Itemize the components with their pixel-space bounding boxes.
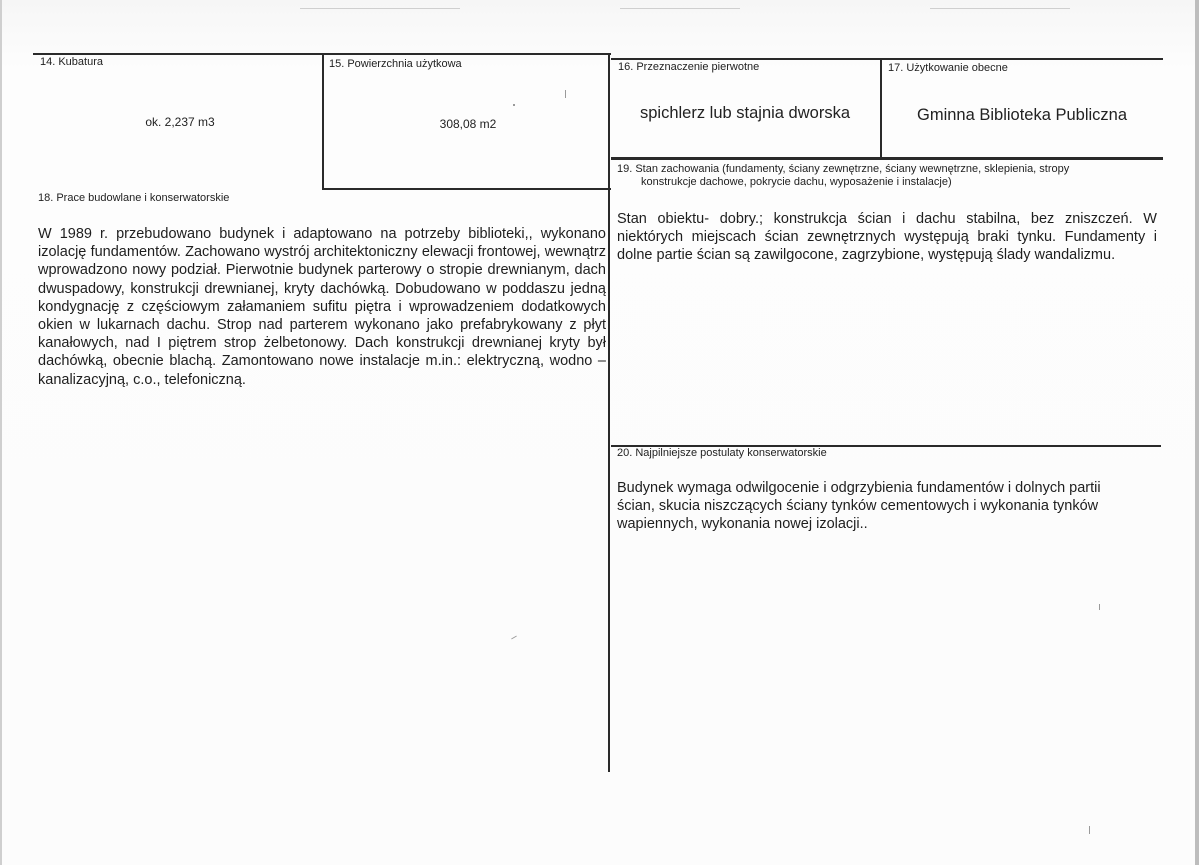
scan-speck (513, 104, 515, 106)
field-17-label: 17. Użytkowanie obecne (888, 62, 1008, 74)
divider-16-17 (880, 58, 882, 158)
center-divider (608, 53, 610, 772)
paper-edge-right (1195, 0, 1199, 865)
scan-smudge (930, 8, 1070, 9)
field-20-text: Budynek wymaga odwilgocenie i odgrzybienia fundamentów i dolnych partii ścian, skucia niszczących ściany tynków cementowych i wykonania tynków wapiennych, wykonania nowej izolacji.. (617, 480, 1101, 533)
field-14-value: ok. 2,237 m3 (145, 115, 215, 129)
field-16-value: spichlerz lub stajnia dworska (639, 104, 850, 122)
field-18-label: 18. Prace budowlane i konserwatorskie (38, 192, 230, 204)
paper-edge-left (0, 0, 2, 865)
field-19-label (617, 163, 1157, 189)
field-17-value: Gminna Biblioteka Publiczna (916, 106, 1128, 124)
scan-speck (1099, 604, 1100, 610)
field-19-label-line2: konstrukcje dachowe, pokrycie dachu, wyposażenie i instalacje) (641, 176, 952, 188)
field-19-label-line1: 19. Stan zachowania (fundamenty, ściany zewnętrzne, ściany wewnętrzne, sklepienia, stropy (617, 163, 1070, 175)
rule-under-16-17 (611, 157, 1163, 160)
field-20-label: 20. Najpilniejsze postulaty konserwatorskie (617, 447, 827, 459)
field-19-text: Stan obiektu- dobry.; konstrukcja ścian i dachu stabilna, bez zniszczeń. W niektórych miejscach ścian zewnętrznych występują braki tynku. Fundamenty i dolne partie ścian są zawilgocone, zagrzybione, występują ślady wandalizmu. (617, 211, 1157, 264)
rule-top-right (611, 58, 1163, 60)
rule-under-15 (322, 188, 611, 190)
scan-speck (565, 90, 566, 98)
divider-14-15 (322, 53, 324, 189)
field-16-label: 16. Przeznaczenie pierwotne (618, 61, 760, 73)
scan-smudge (300, 8, 460, 9)
scan-speck (1089, 826, 1090, 834)
scan-smudge (620, 8, 740, 9)
field-14-label: 14. Kubatura (40, 56, 103, 68)
field-15-label: 15. Powierzchnia użytkowa (329, 58, 462, 70)
scan-speck (511, 636, 517, 640)
field-15-value: 308,08 m2 (439, 117, 497, 131)
field-18-text: W 1989 r. przebudowano budynek i adaptowano na potrzeby biblioteki,, wykonano izolację fundamentów. Zachowano wystrój architektoniczny elewacji frontowej, wewnątrz wprowadzono nowy podział. Pierwotnie budynek parterowy o stropie drewnianym, dach dwuspadowy, konstrukcji drewnianej, kryty dachówką. Dobudowano w poddaszu jedną kondygnację z częściowym załamaniem sufitu piętra i wprowadzeniem dodatkowych okien w lukarnach dachu. Strop nad parterem wykonano jako prefabrykowany z płyt kanałowych, nad I piętrem strop żelbetonowy. Dach konstrukcji drewnianej kryty był dachówką, obecnie blachą. Zamontowano nowe instalacje m.in.: elektryczną, wodno – kanalizacyjną, c.o., telefoniczną. (38, 226, 606, 388)
